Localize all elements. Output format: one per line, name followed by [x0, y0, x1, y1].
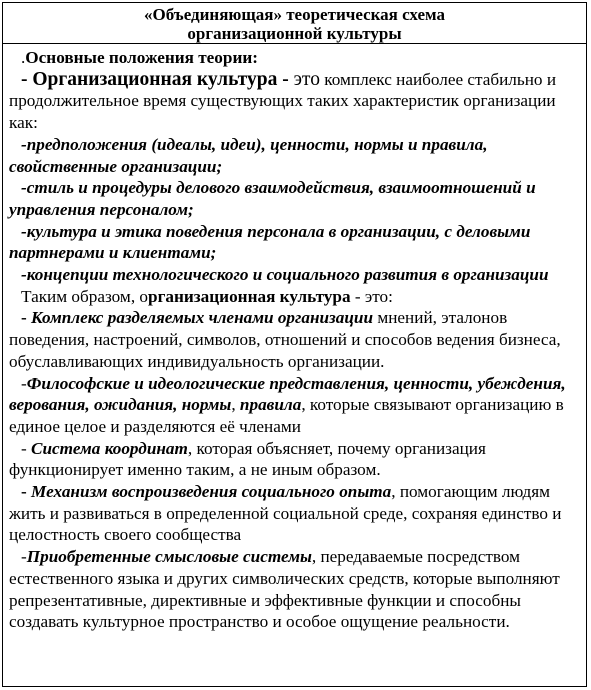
header: [3, 3, 586, 44]
document-frame: [2, 2, 587, 687]
list-item: -культура и этика поведения персонала в организации, с деловыми партнерами и клиентами;: [9, 221, 531, 263]
point-term-2: правила: [239, 395, 302, 415]
definition-text: комплекс наиболее стабильно и продолжительное время существующих таких характеристик организации как:: [9, 69, 557, 133]
point-term: Система координат: [31, 438, 188, 458]
point-lead: -: [21, 482, 32, 502]
point-3: [9, 438, 580, 481]
point-text: , которые связывают организацию в единое целое и разделяются её членами: [9, 395, 564, 436]
point-term: Философские и идеологические представления, ценности, убеждения, верования, ожидания, нормы: [9, 373, 566, 415]
point-text: , помогающим людям жить и развиваться в определенной социальной среде, сохраняя единство и целостность своего сообщества: [9, 482, 562, 545]
point-lead: -: [21, 547, 27, 567]
summary-suffix: - это:: [350, 286, 393, 306]
point-lead: -: [21, 438, 32, 458]
definition-dash: -: [21, 68, 33, 90]
section-title: [9, 47, 580, 69]
list-item: -стиль и процедуры делового взаимодействия, взаимоотношений и управления персоналом;: [9, 178, 536, 219]
section-title-text: Основные положения теории:: [25, 48, 258, 67]
point-5: [9, 546, 580, 633]
point-lead: -: [21, 373, 27, 393]
summary-term: рганизационная культура: [148, 286, 351, 306]
content: [3, 44, 586, 633]
summary: [9, 286, 580, 308]
list-item: -предположения (идеалы, идеи), ценности, нормы и правила, свойственные организации;: [9, 134, 488, 176]
definition-term: Организационная культура -: [32, 68, 294, 90]
point-term: Комплекс разделяемых членами организации: [31, 308, 374, 328]
point-text: , которая объясняет, почему организация функционирует именно таким, а не иным образом.: [9, 438, 486, 480]
point-4: [9, 481, 580, 546]
definition-word: это: [293, 68, 320, 90]
point-2: [9, 373, 580, 438]
section-title-prefix: .: [21, 48, 26, 67]
header-line-2: организационной культуры: [187, 24, 402, 43]
definition: [9, 69, 580, 134]
point-text: , передаваемые посредством естественного языка и других символических средств, которые выполняют репрезентативные, директивные и эффективные функции и способны создавать культурное пространство и особое ощущение реальности.: [9, 547, 560, 632]
list-item: -концепции технологического и социального развития в организации: [21, 265, 549, 285]
point-text: мнений, эталонов поведения, настроений, символов, отношений и способов ведения бизнеса, обуславливающих индивидуальность организации.: [9, 308, 561, 371]
point-lead: -: [21, 308, 32, 328]
point-term: Приобретенные смысловые системы: [26, 547, 312, 567]
point-term: Механизм воспроизведения социального опыта: [31, 482, 392, 502]
header-line-1: «Объединяющая» теоретическая схема: [143, 5, 446, 24]
summary-prefix: Таким образом, о: [21, 286, 149, 306]
point-sep: ,: [231, 395, 240, 415]
point-1: [9, 307, 580, 372]
